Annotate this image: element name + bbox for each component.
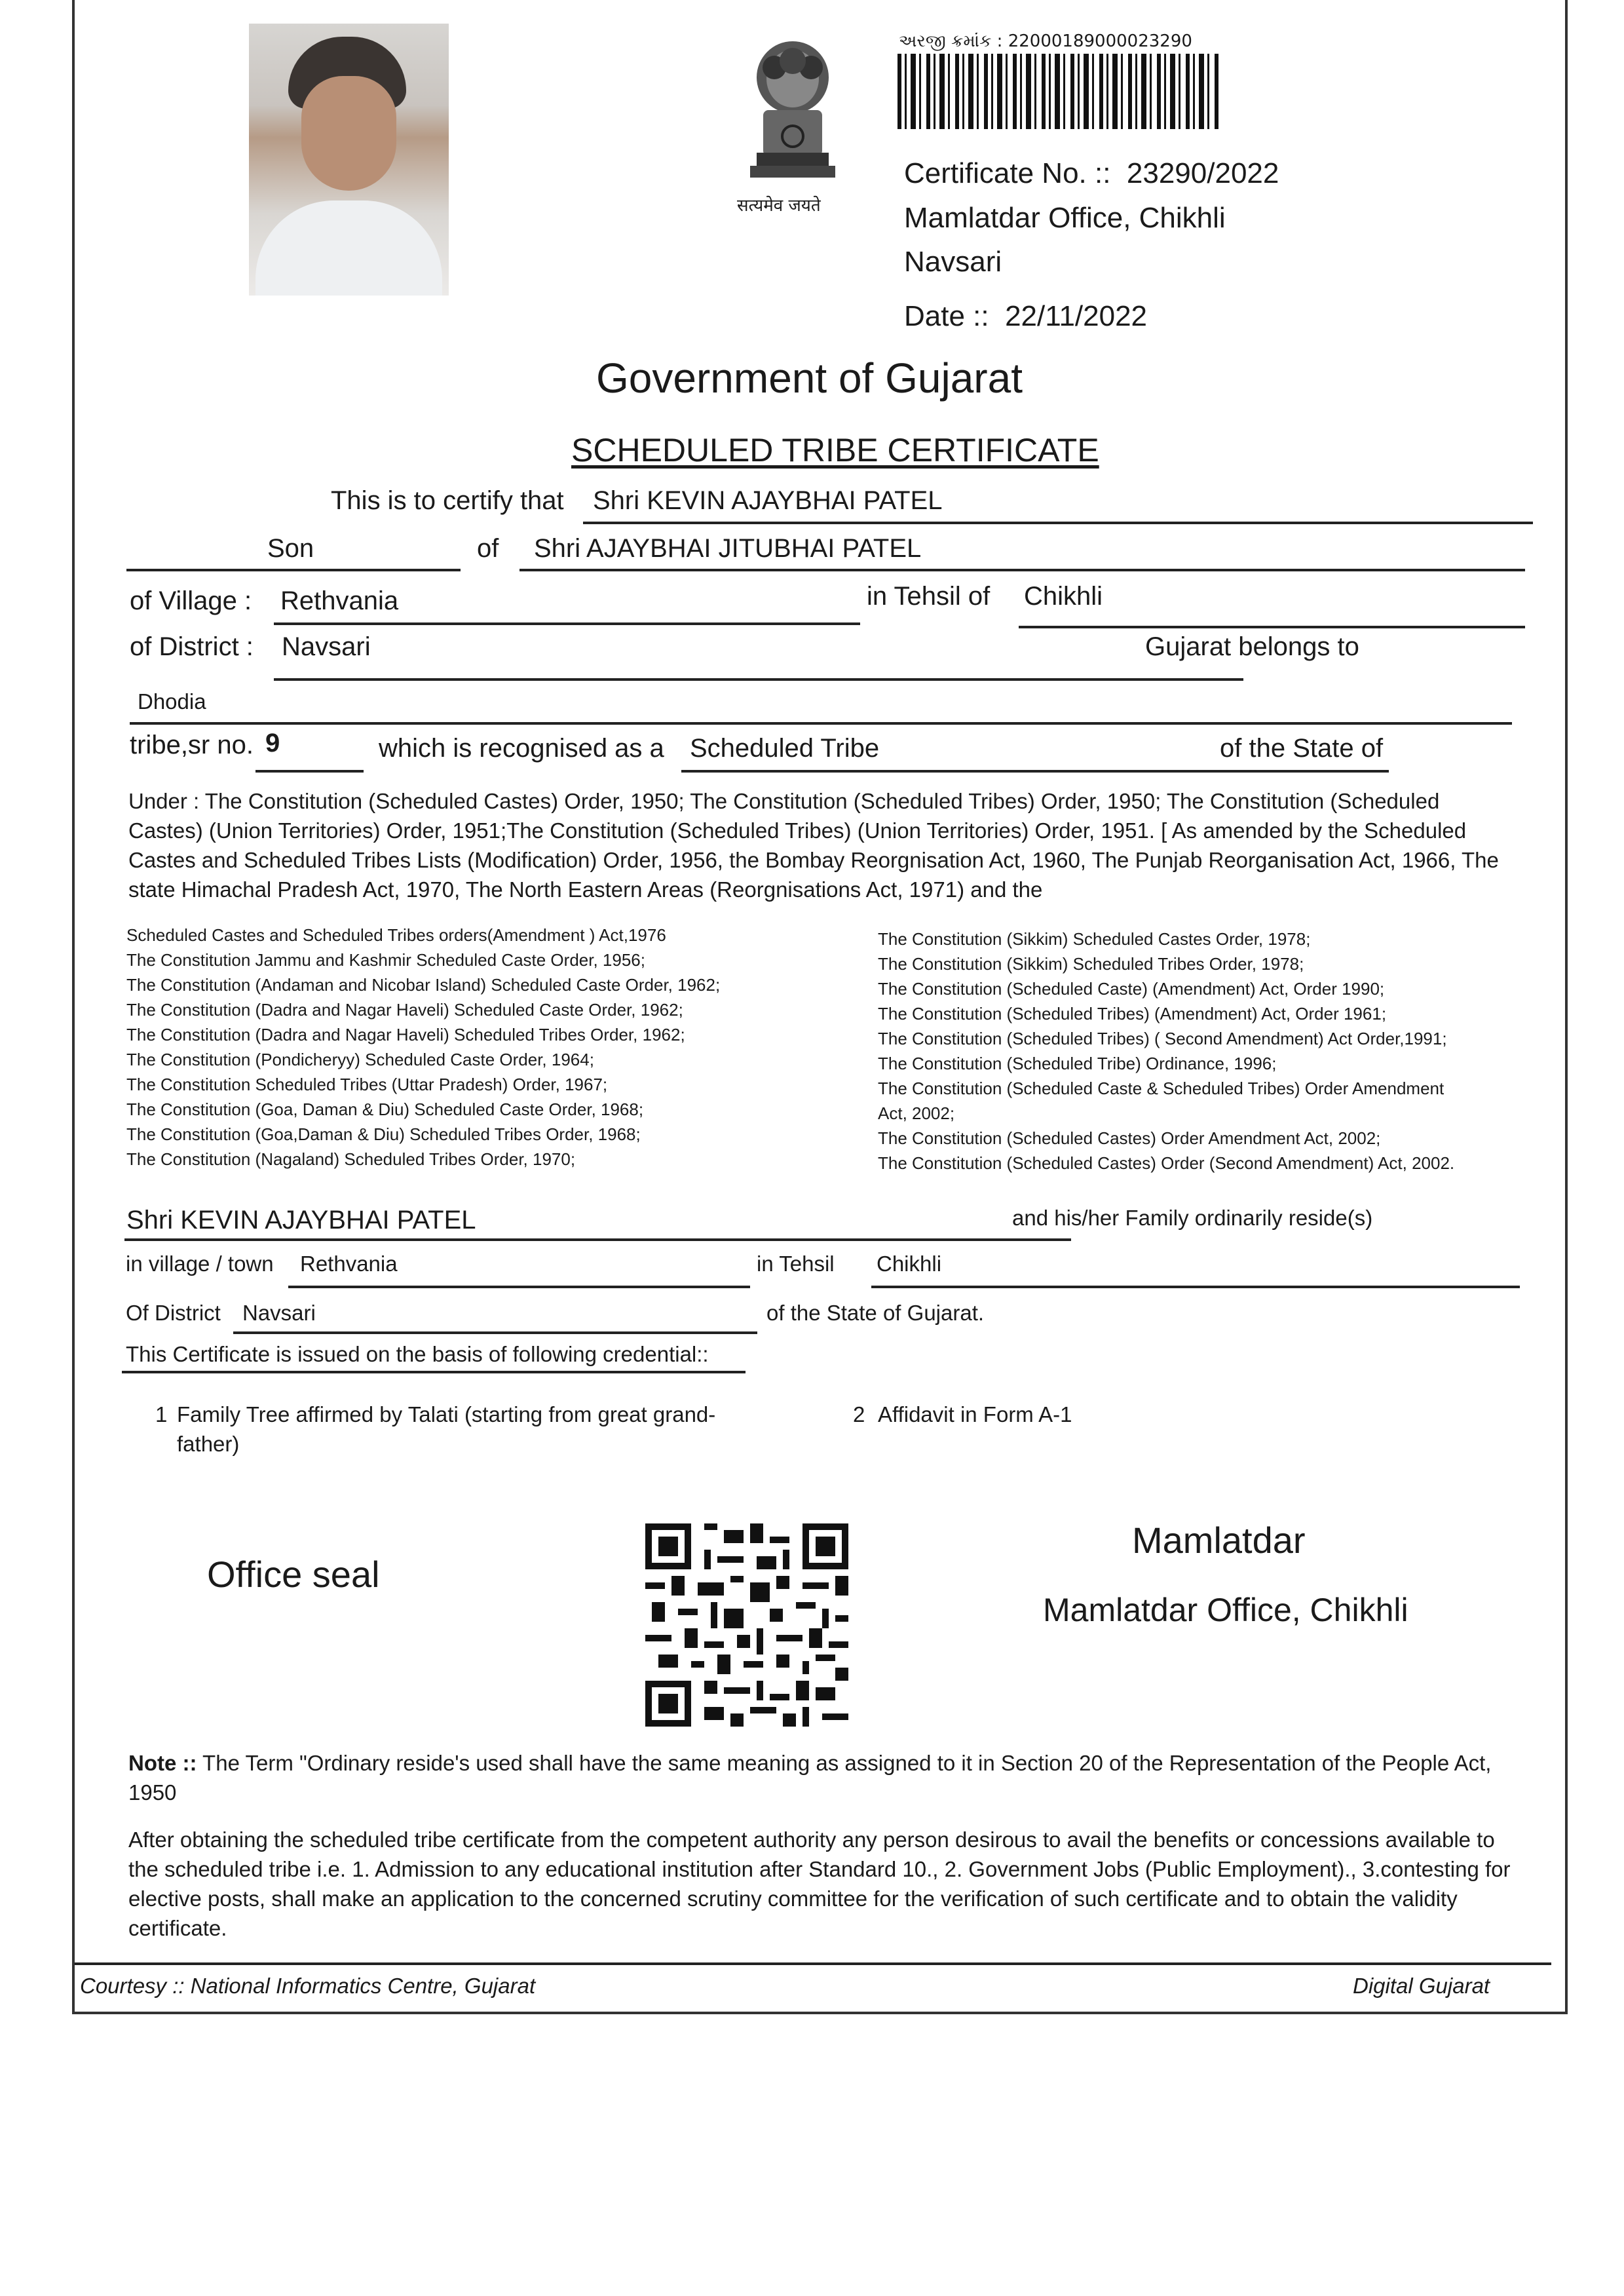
basis-underline [122,1371,746,1373]
list-item: The Constitution (Dadra and Nagar Haveli) Scheduled Tribes Order, 1962; [126,1025,685,1044]
signatory-office: Mamlatdar Office, Chikhli [1043,1592,1408,1628]
tribe-sr-value: 9 [265,729,280,757]
under-paragraph: Under : The Constitution (Scheduled Castes) Order, 1950; The Constitution (Scheduled Tribes) Order, 1950; The Constitution (Scheduled Castes) (Union Territories) Order, 1951;The Constitution (Scheduled Tribes) (Union Territories) Order, 1951. [ As amended by the Scheduled Castes and Scheduled Tribes Lists (Modification) Order, 1956, the Bombay Reorgnisation Act, 1960, The Punjab Reorganisation Act, 1966, The state Himachal Pradesh Act, 1970, The North Eastern Areas (Reorgnisations Act, 1971) and the [128,789,1499,902]
qr-code-icon [645,1523,848,1727]
issuing-office: Mamlatdar Office, Chikhli [904,202,1226,234]
parent-name-underline [519,569,1525,571]
note-text: The Term "Ordinary reside's used shall have the same meaning as assigned to it in Section 20 of the Representation of the People Act, 1950 [128,1751,1492,1805]
certificate-no-label: Certificate No. :: [904,157,1111,189]
note-paragraph [128,1748,1524,1807]
person-name-underline [583,522,1533,524]
tribe-name: Dhodia [138,689,206,714]
list-item: The Constitution (Scheduled Tribes) (Amendment) Act, Order 1961; [878,1004,1387,1024]
date-label: Date :: [904,300,989,332]
note-label: Note :: [128,1751,197,1775]
application-no-value: 22000189000023290 [1008,31,1192,51]
signatory-designation: Mamlatdar [1132,1520,1306,1561]
digital-gujarat-brand: Digital Gujarat [1353,1974,1490,1998]
after-note-paragraph: After obtaining the scheduled tribe certificate from the competent authority any person desirous to avail the benefits or concessions available to the scheduled tribe i.e. 1. Admission to any educational institution after Standard 10., 2. Government Jobs (Public Employment)., 3.contesting for elective posts, shall make an application to the concerned scrutiny committee for the verification of such certificate and to obtain the validity certificate. [128,1827,1511,1940]
credential-2-no: 2 [853,1402,865,1426]
residence-name: Shri KEVIN AJAYBHAI PATEL [126,1206,476,1234]
village-underline [274,622,860,625]
tribe-sr-underline [255,770,364,773]
village-label: of Village : [130,586,252,615]
relation-underline [126,569,461,571]
certificate-title: SCHEDULED TRIBE CERTIFICATE [571,432,1099,469]
list-item: The Constitution (Scheduled Caste & Scheduled Tribes) Order Amendment [878,1079,1445,1098]
courtesy-text: Courtesy :: National Informatics Centre, Gujarat [80,1974,536,1998]
application-number [899,31,1192,52]
list-item: The Constitution (Andaman and Nicobar Island) Scheduled Caste Order, 1962; [126,975,721,995]
certify-label: This is to certify that [331,486,564,515]
list-item: The Constitution (Scheduled Tribes) ( Second Amendment) Act Order,1991; [878,1029,1447,1048]
residence-tehsil-label: in Tehsil [757,1252,835,1276]
list-item: The Constitution (Pondicheryy) Scheduled Caste Order, 1964; [126,1050,594,1069]
family-label: and his/her Family ordinarily reside(s) [1012,1206,1373,1230]
residence-district-label: Of District [126,1301,221,1325]
office-seal-label: Office seal [207,1554,380,1595]
recognised-label: which is recognised as a [379,734,664,763]
recognised-underline [681,770,1389,773]
residence-tehsil-value: Chikhli [877,1252,942,1276]
village-value: Rethvania [280,586,399,615]
applicant-photo [249,24,449,296]
application-no-label: અરજી ક્રમાંક : [899,31,1003,51]
certificate-number [904,157,1279,190]
parent-name: Shri AJAYBHAI JITUBHAI PATEL [534,534,922,563]
residence-village-label: in village / town [126,1252,274,1276]
residence-tehsil-underline [871,1286,1520,1288]
residence-district-value: Navsari [242,1301,316,1325]
tribe-underline [130,722,1512,725]
list-item: The Constitution (Scheduled Castes) Order (Second Amendment) Act, 2002. [878,1153,1455,1173]
emblem-motto: सत्यमेव जयते [737,196,821,216]
district-label: of District : [130,632,254,661]
credential-2-text: Affidavit in Form A-1 [878,1402,1072,1426]
tehsil-value: Chikhli [1024,582,1103,611]
recognised-value: Scheduled Tribe [690,734,880,763]
certificate-no-value: 23290/2022 [1126,157,1279,189]
residence-state-label: of the State of Gujarat. [766,1301,985,1325]
list-item: The Constitution (Goa, Daman & Diu) Scheduled Caste Order, 1968; [126,1100,644,1119]
state-of-label: of the State of [1220,734,1384,763]
list-item: Scheduled Castes and Scheduled Tribes orders(Amendment ) Act,1976 [126,925,666,945]
date-value: 22/11/2022 [1005,300,1148,332]
list-item: The Constitution Jammu and Kashmir Scheduled Caste Order, 1956; [126,950,645,970]
list-item: Act, 2002; [878,1103,955,1123]
list-item: The Constitution (Scheduled Caste) (Amendment) Act, Order 1990; [878,979,1385,999]
issuing-district: Navsari [904,246,1002,278]
tehsil-underline [1019,626,1525,628]
residence-district-underline [233,1331,757,1334]
district-underline [274,678,1243,681]
issue-date [904,300,1147,333]
residence-name-underline [124,1238,1071,1241]
belongs-label: Gujarat belongs to [1145,632,1359,661]
person-name: Shri KEVIN AJAYBHAI PATEL [593,486,943,515]
tehsil-label: in Tehsil of [867,582,991,611]
list-item: The Constitution (Nagaland) Scheduled Tribes Order, 1970; [126,1149,576,1169]
credential-1-text: Family Tree affirmed by Talati (starting from great grand- [177,1402,716,1426]
barcode [897,54,1218,129]
list-item: The Constitution (Sikkim) Scheduled Castes Order, 1978; [878,929,1311,949]
list-item: The Constitution Scheduled Tribes (Uttar Pradesh) Order, 1967; [126,1075,608,1094]
list-item: The Constitution (Sikkim) Scheduled Tribes Order, 1978; [878,954,1304,974]
list-item: The Constitution (Scheduled Castes) Order Amendment Act, 2002; [878,1128,1381,1148]
residence-village-underline [288,1286,750,1288]
credential-1-text-cont: father) [177,1432,240,1456]
orders-right-list [878,927,1454,1176]
government-title: Government of Gujarat [596,354,1023,402]
list-item: The Constitution (Goa,Daman & Diu) Scheduled Tribes Order, 1968; [126,1124,641,1144]
list-item: The Constitution (Dadra and Nagar Haveli) Scheduled Caste Order, 1962; [126,1000,683,1020]
of-label: of [477,534,499,563]
basis-label: This Certificate is issued on the basis of following credential:: [126,1342,709,1366]
residence-village-value: Rethvania [300,1252,398,1276]
credential-1-no: 1 [155,1402,168,1426]
list-item: The Constitution (Scheduled Tribe) Ordinance, 1996; [878,1054,1277,1073]
footer-divider [75,1962,1551,1965]
tribe-sr-label: tribe,sr no. [130,731,254,759]
district-value: Navsari [282,632,371,661]
relation: Son [267,534,314,563]
orders-left-list [126,923,720,1172]
